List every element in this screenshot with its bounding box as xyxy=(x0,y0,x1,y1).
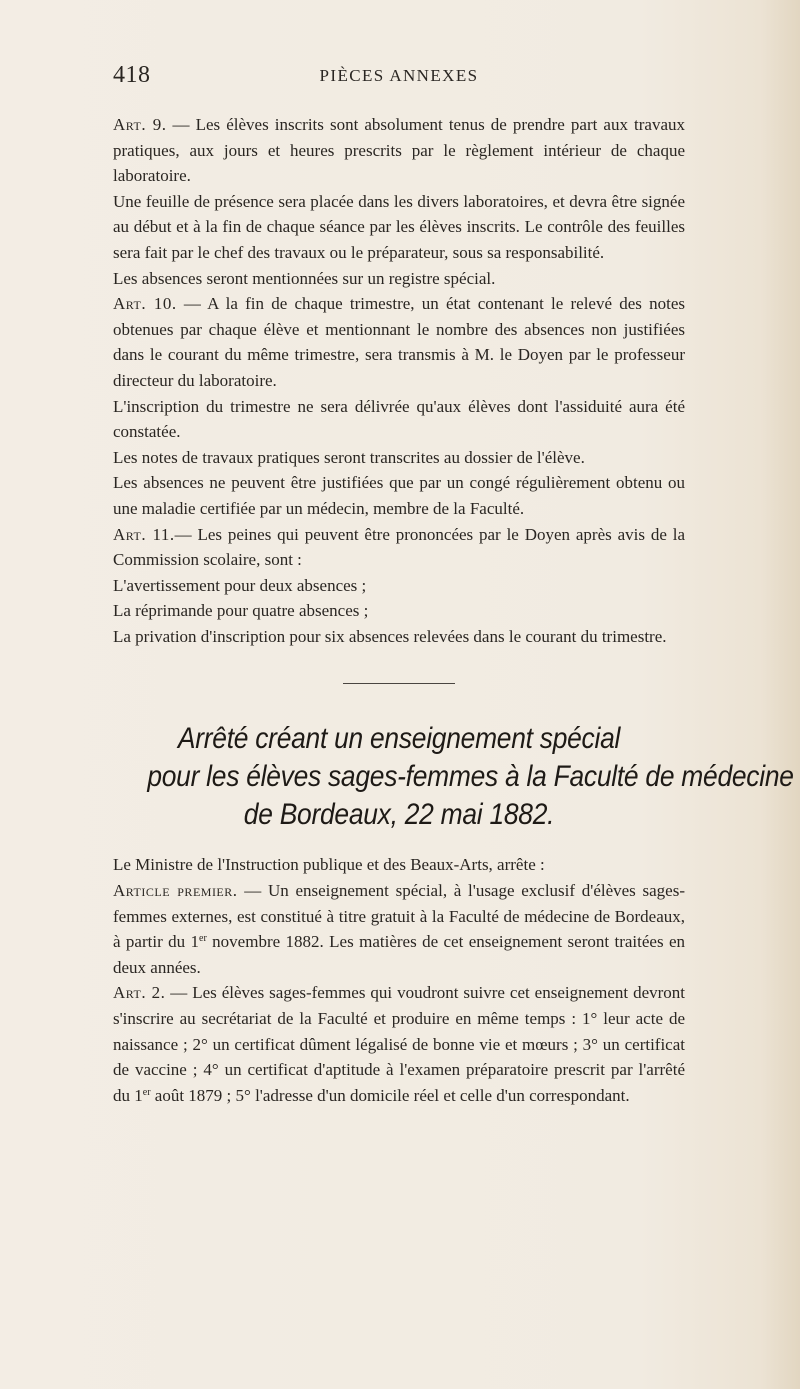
art9-paragraph-3: Les absences seront mentionnées sur un registre spécial. xyxy=(113,268,496,288)
art9-text-1: — Les élèves inscrits sont absolument tenus de prendre part aux travaux pratiques, aux jours et heures prescrits par le règlement intérieur de chaque laboratoire. xyxy=(113,115,685,186)
art11-item-3: La privation d'inscription pour six absences relevées dans le courant du trimestre. xyxy=(113,626,667,646)
art11-paragraph-1 xyxy=(113,522,685,573)
section-heading-line-2: pour les élèves sages-femmes à la Faculté de médecine xyxy=(147,760,794,794)
art10-paragraph-1 xyxy=(113,291,685,393)
running-head: PIÈCES ANNEXES xyxy=(319,66,479,85)
art11-item-1: L'avertissement pour deux absences ; xyxy=(113,575,367,595)
section-heading-line-3: de Bordeaux, 22 mai 1882. xyxy=(243,798,555,832)
decree-article-1-sup: er xyxy=(199,933,207,945)
decree-article-2-text-a: — Les élèves sages-femmes qui voudront suivre cet enseignement devront s'inscrire au secrétariat de la Faculté et produire en même temps : 1° leur acte de naissance ; 2° un certificat dûment légalisé de bonne vie et mœurs ; 3° un certificat de vaccine ; 4° un certificat d'aptitude à l'examen préparatoire prescrit par l'arrêté du 1 xyxy=(113,983,685,1105)
page-header xyxy=(113,62,685,94)
section-divider xyxy=(343,683,455,684)
art9-label: Art. 9. xyxy=(113,115,167,134)
page-number: 418 xyxy=(113,62,151,88)
art11-penalty-list xyxy=(113,573,685,650)
art10-paragraph-4: Les absences ne peuvent être justifiées que par un congé régulièrement obtenu ou une maladie certifiée par un médecin, membre de la Faculté. xyxy=(113,473,685,518)
page-body xyxy=(113,112,794,1108)
art11-label: Art. 11. xyxy=(113,524,175,544)
section-heading-line-1: Arrêté créant un enseignement spécial xyxy=(177,722,621,756)
decree-article-2-text-b: août 1879 ; 5° l'adresse d'un domicile réel et celle d'un correspondant. xyxy=(150,1085,630,1105)
decree-article-1 xyxy=(113,878,685,980)
decree-article-1-text-a: — Un enseignement spécial, à l'usage exclusif d'élèves sages-femmes externes, est constitué à titre gratuit à la Faculté de médecine de Bordeaux, à partir du 1 xyxy=(113,881,685,952)
decree-article-2-sup: er xyxy=(142,1086,151,1098)
art10-paragraph-3: Les notes de travaux pratiques seront transcrites au dossier de l'élève. xyxy=(113,447,585,467)
decree-article-2 xyxy=(113,980,685,1108)
section-heading xyxy=(147,720,794,834)
art11-text-1: — Les peines qui peuvent être prononcées par le Doyen après avis de la Commission scolaire, sont : xyxy=(113,524,686,570)
decree-article-2-label: Art. 2. xyxy=(113,983,166,1003)
art11-item-2: La réprimande pour quatre absences ; xyxy=(113,601,369,621)
decree-article-1-text-b: novembre 1882. Les matières de cet enseignement seront traitées en deux années. xyxy=(113,932,685,977)
decree-intro: Le Ministre de l'Instruction publique et des Beaux-Arts, arrête : xyxy=(113,855,545,875)
art10-label: Art. 10. xyxy=(113,294,177,314)
art10-text-1: — A la fin de chaque trimestre, un état contenant le relevé des notes obtenues par chaque élève et mentionnant le nombre des absences non justifiées dans le courant du même trimestre, sera transmis à M. le Doyen par le professeur directeur du laboratoire. xyxy=(113,294,685,390)
decree-article-1-label: Article premier. xyxy=(113,881,238,901)
art9-paragraph-2: Une feuille de présence sera placée dans les divers laboratoires, et devra être signée au début et à la fin de chaque séance par les élèves inscrits. Le contrôle des feuilles sera fait par le chef des travaux ou le préparateur, sous sa responsabilité. xyxy=(113,191,685,262)
art10-paragraph-2: L'inscription du trimestre ne sera délivrée qu'aux élèves dont l'assiduité aura été constatée. xyxy=(113,396,685,442)
art9-paragraph-1 xyxy=(113,112,685,189)
